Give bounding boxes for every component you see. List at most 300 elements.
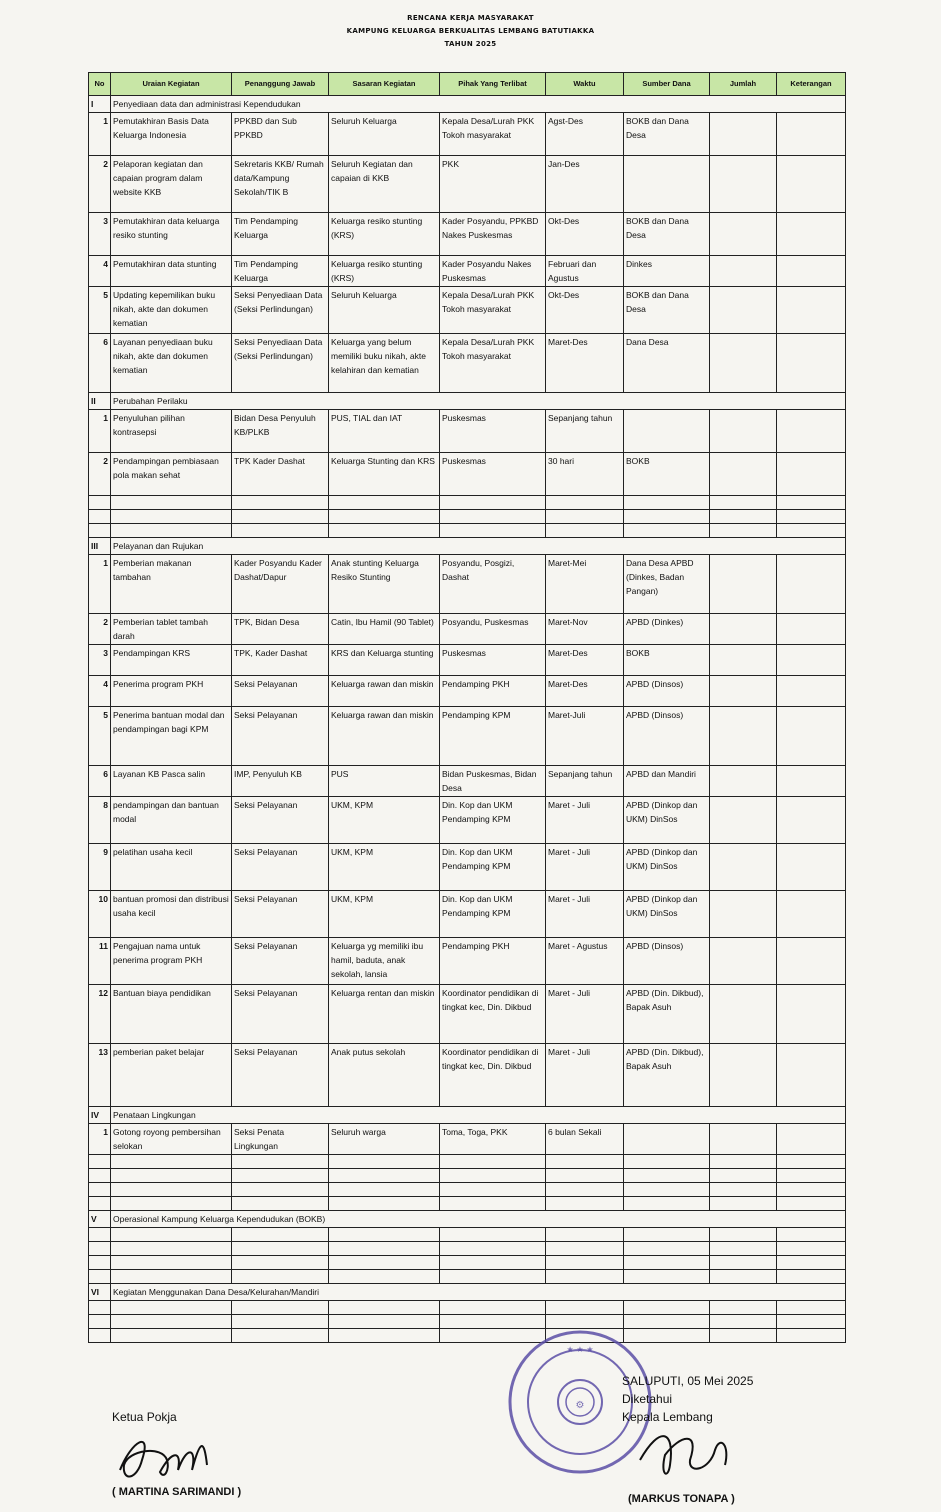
fund-source-cell: Dana Desa APBD (Dinkes, Badan Pangan): [624, 555, 710, 614]
title-line-3: TAHUN 2025: [444, 40, 497, 48]
empty-cell: [89, 510, 111, 524]
row-number: 5: [89, 287, 111, 334]
remarks-cell: [777, 410, 846, 453]
fund-source-cell: Dana Desa: [624, 334, 710, 393]
empty-cell: [111, 496, 232, 510]
empty-cell: [111, 1169, 232, 1183]
blank-row: [89, 1256, 846, 1270]
empty-cell: [111, 1155, 232, 1169]
empty-cell: [111, 1315, 232, 1329]
col-header: Penanggung Jawab: [232, 73, 329, 96]
empty-cell: [440, 1169, 546, 1183]
table-row: [89, 1124, 846, 1155]
empty-cell: [89, 496, 111, 510]
empty-cell: [546, 510, 624, 524]
responsible-cell: IMP, Penyuluh KB: [232, 766, 329, 797]
empty-cell: [440, 1301, 546, 1315]
empty-cell: [546, 1270, 624, 1284]
fund-source-cell: [624, 156, 710, 213]
empty-cell: [777, 1315, 846, 1329]
blank-row: [89, 1242, 846, 1256]
empty-cell: [777, 1228, 846, 1242]
empty-cell: [329, 1197, 440, 1211]
section-row: [89, 538, 846, 555]
activity-cell: Updating kepemilikan buku nikah, akte dan dokumen kematian: [111, 287, 232, 334]
table-row: [89, 287, 846, 334]
responsible-cell: Tim Pendamping Keluarga: [232, 256, 329, 287]
empty-cell: [232, 1183, 329, 1197]
table-row: [89, 676, 846, 707]
remarks-cell: [777, 555, 846, 614]
time-cell: 30 hari: [546, 453, 624, 496]
fund-source-cell: [624, 410, 710, 453]
section-title: Penyediaan data dan administrasi Kependudukan: [111, 96, 846, 113]
target-cell: UKM, KPM: [329, 891, 440, 938]
empty-cell: [111, 1329, 232, 1343]
parties-cell: Koordinator pendidikan di tingkat kec, Din. Dikbud: [440, 1044, 546, 1107]
amount-cell: [710, 1124, 777, 1155]
empty-cell: [546, 1169, 624, 1183]
signer-name-left: ( MARTINA SARIMANDI ): [112, 1486, 242, 1498]
empty-cell: [329, 510, 440, 524]
row-number: 4: [89, 256, 111, 287]
amount-cell: [710, 676, 777, 707]
fund-source-cell: BOKB: [624, 453, 710, 496]
parties-cell: Posyandu, Puskesmas: [440, 614, 546, 645]
time-cell: Maret - Juli: [546, 797, 624, 844]
parties-cell: Bidan Puskesmas, Bidan Desa: [440, 766, 546, 797]
row-number: 4: [89, 676, 111, 707]
empty-cell: [546, 1183, 624, 1197]
time-cell: Maret-Mei: [546, 555, 624, 614]
parties-cell: Din. Kop dan UKM Pendamping KPM: [440, 891, 546, 938]
time-cell: Sepanjang tahun: [546, 410, 624, 453]
empty-cell: [546, 1256, 624, 1270]
blank-row: [89, 1197, 846, 1211]
empty-cell: [440, 1242, 546, 1256]
remarks-cell: [777, 614, 846, 645]
blank-row: [89, 1183, 846, 1197]
svg-text:★ ★ ★: ★ ★ ★: [566, 1345, 594, 1354]
place-date: SALUPUTI, 05 Mei 2025: [622, 1374, 754, 1388]
time-cell: Maret - Juli: [546, 844, 624, 891]
remarks-cell: [777, 707, 846, 766]
target-cell: Keluarga yang belum memiliki buku nikah, akte kelahiran dan kematian: [329, 334, 440, 393]
parties-cell: Kepala Desa/Lurah PKK Tokoh masyarakat: [440, 113, 546, 156]
empty-cell: [546, 1197, 624, 1211]
empty-cell: [546, 1242, 624, 1256]
parties-cell: Puskesmas: [440, 645, 546, 676]
col-header: Sumber Dana: [624, 73, 710, 96]
remarks-cell: [777, 766, 846, 797]
row-number: 12: [89, 985, 111, 1044]
remarks-cell: [777, 334, 846, 393]
fund-source-cell: APBD (Din. Dikbud), Bapak Asuh: [624, 985, 710, 1044]
activity-cell: bantuan promosi dan distribusi usaha kecil: [111, 891, 232, 938]
amount-cell: [710, 707, 777, 766]
parties-cell: Posyandu, Posgizi, Dashat: [440, 555, 546, 614]
table-row: [89, 797, 846, 844]
blank-row: [89, 1155, 846, 1169]
blank-row: [89, 1301, 846, 1315]
time-cell: 6 bulan Sekali: [546, 1124, 624, 1155]
empty-cell: [232, 1169, 329, 1183]
responsible-cell: PPKBD dan Sub PPKBD: [232, 113, 329, 156]
responsible-cell: Seksi Pelayanan: [232, 797, 329, 844]
parties-cell: Toma, Toga, PKK: [440, 1124, 546, 1155]
responsible-cell: TPK Kader Dashat: [232, 453, 329, 496]
document-header: [0, 12, 941, 51]
responsible-cell: Kader Posyandu Kader Dashat/Dapur: [232, 555, 329, 614]
empty-cell: [329, 496, 440, 510]
empty-cell: [624, 1228, 710, 1242]
remarks-cell: [777, 645, 846, 676]
empty-cell: [232, 1329, 329, 1343]
responsible-cell: Bidan Desa Penyuluh KB/PLKB: [232, 410, 329, 453]
responsible-cell: Seksi Penyediaan Data (Seksi Perlindungan): [232, 334, 329, 393]
empty-cell: [710, 1315, 777, 1329]
table-row: [89, 453, 846, 496]
empty-cell: [329, 1256, 440, 1270]
amount-cell: [710, 766, 777, 797]
empty-cell: [777, 510, 846, 524]
col-header: No: [89, 73, 111, 96]
row-number: 10: [89, 891, 111, 938]
table-row: [89, 334, 846, 393]
target-cell: Keluarga rawan dan miskin: [329, 707, 440, 766]
empty-cell: [624, 1270, 710, 1284]
empty-cell: [89, 524, 111, 538]
table-row: [89, 256, 846, 287]
target-cell: Seluruh Keluarga: [329, 113, 440, 156]
empty-cell: [777, 1329, 846, 1343]
empty-cell: [111, 1242, 232, 1256]
fund-source-cell: BOKB dan Dana Desa: [624, 113, 710, 156]
col-header: Keterangan: [777, 73, 846, 96]
blank-row: [89, 1329, 846, 1343]
empty-cell: [89, 1329, 111, 1343]
col-header: Sasaran Kegiatan: [329, 73, 440, 96]
empty-cell: [329, 1270, 440, 1284]
empty-cell: [710, 1169, 777, 1183]
row-number: 6: [89, 766, 111, 797]
responsible-cell: TPK, Kader Dashat: [232, 645, 329, 676]
parties-cell: PKK: [440, 156, 546, 213]
empty-cell: [440, 1256, 546, 1270]
time-cell: Maret-Des: [546, 676, 624, 707]
time-cell: Okt-Des: [546, 213, 624, 256]
target-cell: Keluarga yg memiliki ibu hamil, baduta, anak sekolah, lansia: [329, 938, 440, 985]
empty-cell: [329, 1169, 440, 1183]
table-row: [89, 844, 846, 891]
amount-cell: [710, 797, 777, 844]
remarks-cell: [777, 985, 846, 1044]
responsible-cell: TPK, Bidan Desa: [232, 614, 329, 645]
empty-cell: [89, 1155, 111, 1169]
activity-cell: Pemutakhiran Basis Data Keluarga Indonesia: [111, 113, 232, 156]
empty-cell: [89, 1183, 111, 1197]
empty-cell: [710, 1228, 777, 1242]
empty-cell: [89, 1315, 111, 1329]
target-cell: KRS dan Keluarga stunting: [329, 645, 440, 676]
activity-cell: Penyuluhan pilihan kontrasepsi: [111, 410, 232, 453]
fund-source-cell: Dinkes: [624, 256, 710, 287]
section-row: [89, 1284, 846, 1301]
remarks-cell: [777, 797, 846, 844]
work-plan-table: [88, 72, 846, 1343]
empty-cell: [329, 1242, 440, 1256]
signer-role-right: Kepala Lembang: [622, 1410, 713, 1424]
target-cell: Catin, Ibu Hamil (90 Tablet): [329, 614, 440, 645]
target-cell: Keluarga resiko stunting (KRS): [329, 256, 440, 287]
time-cell: Maret-Des: [546, 334, 624, 393]
section-number: IV: [89, 1107, 111, 1124]
activity-cell: Pendampingan KRS: [111, 645, 232, 676]
remarks-cell: [777, 256, 846, 287]
empty-cell: [710, 1197, 777, 1211]
target-cell: Seluruh Kegiatan dan capaian di KKB: [329, 156, 440, 213]
empty-cell: [232, 1256, 329, 1270]
blank-row: [89, 496, 846, 510]
svg-text:⚙: ⚙: [575, 1400, 585, 1411]
empty-cell: [440, 496, 546, 510]
amount-cell: [710, 1044, 777, 1107]
blank-row: [89, 1228, 846, 1242]
table-row: [89, 645, 846, 676]
amount-cell: [710, 156, 777, 213]
activity-cell: pemberian paket belajar: [111, 1044, 232, 1107]
empty-cell: [232, 1197, 329, 1211]
time-cell: Maret-Juli: [546, 707, 624, 766]
empty-cell: [329, 524, 440, 538]
signer-role-left: Ketua Pokja: [112, 1410, 177, 1424]
empty-cell: [546, 496, 624, 510]
amount-cell: [710, 645, 777, 676]
empty-cell: [89, 1169, 111, 1183]
amount-cell: [710, 891, 777, 938]
empty-cell: [710, 1256, 777, 1270]
responsible-cell: Seksi Pelayanan: [232, 844, 329, 891]
fund-source-cell: APBD (Dinkes): [624, 614, 710, 645]
empty-cell: [111, 1256, 232, 1270]
activity-cell: Layanan penyediaan buku nikah, akte dan dokumen kematian: [111, 334, 232, 393]
parties-cell: Koordinator pendidikan di tingkat kec, Din. Dikbud: [440, 985, 546, 1044]
fund-source-cell: APBD (Dinkop dan UKM) DinSos: [624, 844, 710, 891]
empty-cell: [329, 1155, 440, 1169]
empty-cell: [710, 1183, 777, 1197]
empty-cell: [624, 1315, 710, 1329]
time-cell: Maret - Juli: [546, 1044, 624, 1107]
fund-source-cell: APBD (Dinsos): [624, 676, 710, 707]
responsible-cell: Seksi Penyediaan Data (Seksi Perlindungan): [232, 287, 329, 334]
activity-cell: Bantuan biaya pendidikan: [111, 985, 232, 1044]
target-cell: Anak putus sekolah: [329, 1044, 440, 1107]
table-row: [89, 213, 846, 256]
table-header-row: [89, 73, 846, 96]
empty-cell: [440, 1228, 546, 1242]
activity-cell: Pemutakhiran data stunting: [111, 256, 232, 287]
activity-cell: Pelaporan kegiatan dan capaian program dalam website KKB: [111, 156, 232, 213]
empty-cell: [710, 1301, 777, 1315]
row-number: 3: [89, 645, 111, 676]
responsible-cell: Seksi Pelayanan: [232, 707, 329, 766]
empty-cell: [111, 524, 232, 538]
empty-cell: [89, 1256, 111, 1270]
empty-cell: [440, 1197, 546, 1211]
empty-cell: [546, 1155, 624, 1169]
responsible-cell: Seksi Pelayanan: [232, 938, 329, 985]
table-row: [89, 156, 846, 213]
empty-cell: [232, 1155, 329, 1169]
col-header: Jumlah: [710, 73, 777, 96]
target-cell: Keluarga rentan dan miskin: [329, 985, 440, 1044]
col-header: Uraian Kegiatan: [111, 73, 232, 96]
empty-cell: [710, 510, 777, 524]
amount-cell: [710, 555, 777, 614]
empty-cell: [777, 524, 846, 538]
fund-source-cell: BOKB dan Dana Desa: [624, 287, 710, 334]
blank-row: [89, 1169, 846, 1183]
activity-cell: Penerima program PKH: [111, 676, 232, 707]
fund-source-cell: BOKB: [624, 645, 710, 676]
table-row: [89, 985, 846, 1044]
activity-cell: Layanan KB Pasca salin: [111, 766, 232, 797]
empty-cell: [329, 1183, 440, 1197]
remarks-cell: [777, 1124, 846, 1155]
target-cell: UKM, KPM: [329, 797, 440, 844]
empty-cell: [777, 1155, 846, 1169]
responsible-cell: Seksi Penata Lingkungan: [232, 1124, 329, 1155]
empty-cell: [710, 524, 777, 538]
fund-source-cell: APBD (Dinkop dan UKM) DinSos: [624, 797, 710, 844]
parties-cell: Pendamping KPM: [440, 707, 546, 766]
target-cell: Seluruh warga: [329, 1124, 440, 1155]
table-row: [89, 555, 846, 614]
target-cell: Seluruh Keluarga: [329, 287, 440, 334]
activity-cell: Pemberian makanan tambahan: [111, 555, 232, 614]
title-line-2: KAMPUNG KELUARGA BERKUALITAS LEMBANG BATUTIAKKA: [346, 27, 595, 35]
empty-cell: [232, 1228, 329, 1242]
amount-cell: [710, 256, 777, 287]
empty-cell: [777, 1256, 846, 1270]
blank-row: [89, 1270, 846, 1284]
empty-cell: [89, 1301, 111, 1315]
time-cell: Jan-Des: [546, 156, 624, 213]
fund-source-cell: APBD (Dinsos): [624, 707, 710, 766]
activity-cell: pendampingan dan bantuan modal: [111, 797, 232, 844]
empty-cell: [777, 496, 846, 510]
parties-cell: Pendamping PKH: [440, 676, 546, 707]
empty-cell: [777, 1270, 846, 1284]
fund-source-cell: APBD (Dinkop dan UKM) DinSos: [624, 891, 710, 938]
empty-cell: [440, 1155, 546, 1169]
blank-row: [89, 510, 846, 524]
row-number: 5: [89, 707, 111, 766]
target-cell: Anak stunting Keluarga Resiko Stunting: [329, 555, 440, 614]
remarks-cell: [777, 113, 846, 156]
remarks-cell: [777, 844, 846, 891]
empty-cell: [624, 1169, 710, 1183]
target-cell: UKM, KPM: [329, 844, 440, 891]
empty-cell: [710, 1242, 777, 1256]
section-row: [89, 96, 846, 113]
empty-cell: [624, 1256, 710, 1270]
parties-cell: Kader Posyandu Nakes Puskesmas: [440, 256, 546, 287]
section-row: [89, 393, 846, 410]
target-cell: Keluarga resiko stunting (KRS): [329, 213, 440, 256]
activity-cell: Pendampingan pembiasaan pola makan sehat: [111, 453, 232, 496]
row-number: 2: [89, 453, 111, 496]
section-title: Kegiatan Menggunakan Dana Desa/Kelurahan/Mandiri: [111, 1284, 846, 1301]
empty-cell: [440, 1270, 546, 1284]
time-cell: Maret - Agustus: [546, 938, 624, 985]
time-cell: Maret-Nov: [546, 614, 624, 645]
empty-cell: [111, 1270, 232, 1284]
empty-cell: [624, 1301, 710, 1315]
parties-cell: Kepala Desa/Lurah PKK Tokoh masyarakat: [440, 334, 546, 393]
amount-cell: [710, 453, 777, 496]
empty-cell: [440, 1315, 546, 1329]
section-title: Perubahan Perilaku: [111, 393, 846, 410]
table-row: [89, 410, 846, 453]
fund-source-cell: APBD (Din. Dikbud), Bapak Asuh: [624, 1044, 710, 1107]
table-row: [89, 614, 846, 645]
col-header: Waktu: [546, 73, 624, 96]
row-number: 1: [89, 1124, 111, 1155]
time-cell: Agst-Des: [546, 113, 624, 156]
activity-cell: Penerima bantuan modal dan pendampingan bagi KPM: [111, 707, 232, 766]
amount-cell: [710, 287, 777, 334]
amount-cell: [710, 614, 777, 645]
empty-cell: [111, 1301, 232, 1315]
section-row: [89, 1211, 846, 1228]
title-line-1: RENCANA KERJA MASYARAKAT: [407, 14, 534, 22]
empty-cell: [89, 1197, 111, 1211]
empty-cell: [329, 1301, 440, 1315]
empty-cell: [624, 1155, 710, 1169]
table-row: [89, 938, 846, 985]
fund-source-cell: BOKB dan Dana Desa: [624, 213, 710, 256]
empty-cell: [624, 1183, 710, 1197]
row-number: 8: [89, 797, 111, 844]
section-title: Penataan Lingkungan: [111, 1107, 846, 1124]
empty-cell: [777, 1197, 846, 1211]
empty-cell: [232, 1270, 329, 1284]
col-header: Pihak Yang Terlibat: [440, 73, 546, 96]
amount-cell: [710, 410, 777, 453]
activity-cell: Pengajuan nama untuk penerima program PKH: [111, 938, 232, 985]
section-number: VI: [89, 1284, 111, 1301]
fund-source-cell: APBD dan Mandiri: [624, 766, 710, 797]
empty-cell: [777, 1169, 846, 1183]
empty-cell: [232, 524, 329, 538]
section-title: Operasional Kampung Keluarga Kependudukan (BOKB): [111, 1211, 846, 1228]
remarks-cell: [777, 1044, 846, 1107]
remarks-cell: [777, 453, 846, 496]
row-number: 1: [89, 410, 111, 453]
responsible-cell: Tim Pendamping Keluarga: [232, 213, 329, 256]
section-title: Pelayanan dan Rujukan: [111, 538, 846, 555]
empty-cell: [440, 510, 546, 524]
handwritten-signature-left: [112, 1420, 222, 1492]
section-number: III: [89, 538, 111, 555]
remarks-cell: [777, 156, 846, 213]
empty-cell: [624, 1197, 710, 1211]
row-number: 13: [89, 1044, 111, 1107]
remarks-cell: [777, 676, 846, 707]
empty-cell: [89, 1242, 111, 1256]
blank-row: [89, 524, 846, 538]
